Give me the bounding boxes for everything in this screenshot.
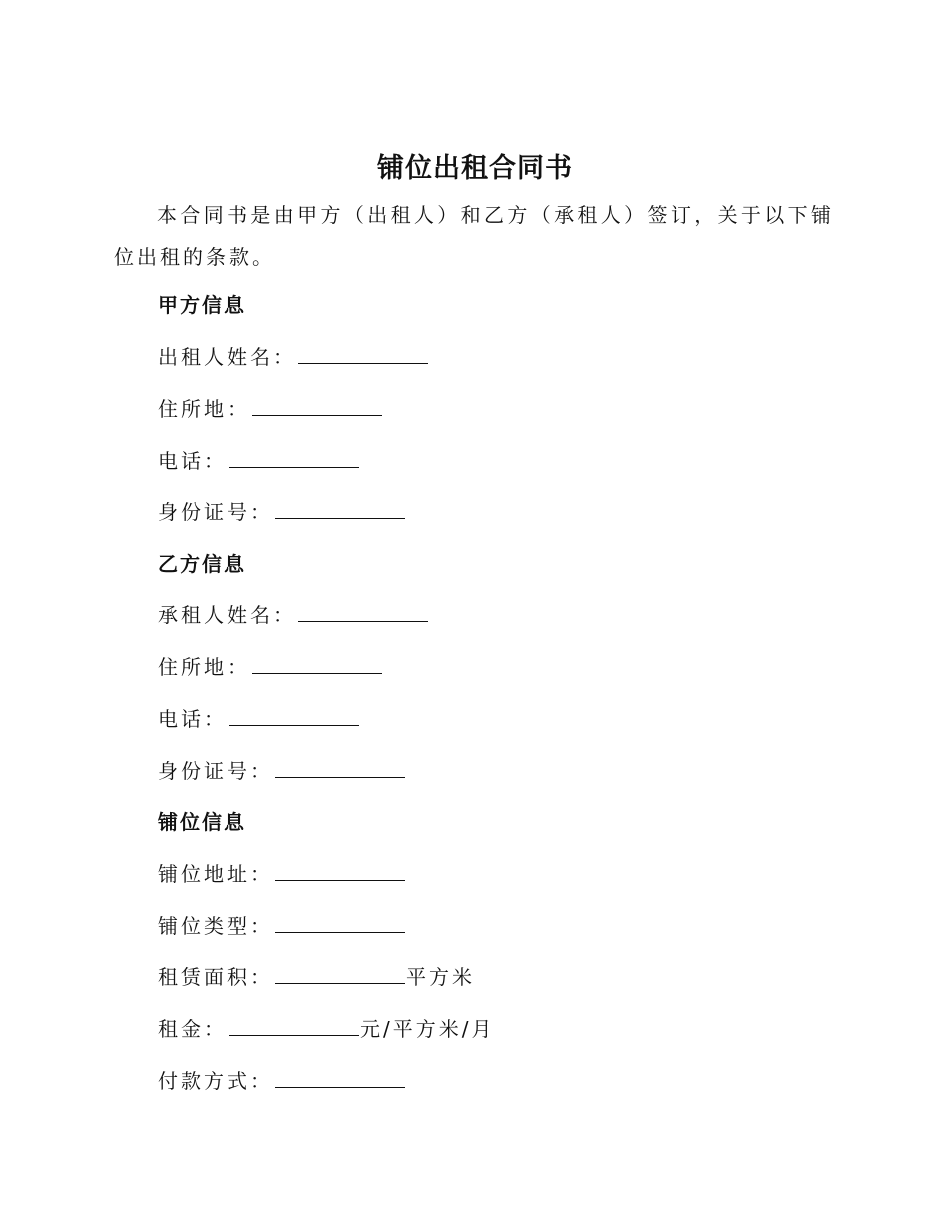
shop-address-blank[interactable]: [275, 862, 405, 881]
party-b-name-label: 承租人姓名：: [158, 603, 296, 627]
party-b-heading: 乙方信息: [158, 552, 246, 576]
party-b-name-blank[interactable]: [298, 603, 428, 622]
party-b-address-field: [158, 652, 383, 682]
shop-address-label: 铺位地址：: [158, 862, 273, 886]
party-a-name-label: 出租人姓名：: [158, 345, 296, 369]
shop-payment-label: 付款方式：: [158, 1069, 273, 1093]
shop-area-field: [158, 962, 475, 992]
party-a-phone-label: 电话：: [158, 449, 227, 473]
party-a-address-blank[interactable]: [252, 397, 382, 416]
party-a-address-label: 住所地：: [158, 397, 250, 421]
shop-rent-label: 租金：: [158, 1017, 227, 1041]
party-b-phone-blank[interactable]: [229, 707, 359, 726]
party-a-name-field: [158, 342, 429, 372]
shop-type-blank[interactable]: [275, 914, 405, 933]
shop-area-label: 租赁面积：: [158, 965, 273, 989]
shop-address-field: [158, 859, 406, 889]
party-a-id-field: [158, 497, 406, 527]
party-a-name-blank[interactable]: [298, 345, 428, 364]
document-title: 铺位出租合同书: [377, 153, 573, 184]
party-a-heading: 甲方信息: [158, 293, 246, 317]
shop-rent-field: [158, 1014, 494, 1044]
party-a-phone-field: [158, 446, 360, 476]
shop-rent-unit: 元/平方米/月: [360, 1017, 495, 1041]
shop-heading: 铺位信息: [158, 810, 246, 834]
party-b-phone-field: [158, 704, 360, 734]
party-b-id-blank[interactable]: [275, 759, 405, 778]
party-a-id-blank[interactable]: [275, 500, 405, 519]
shop-type-label: 铺位类型：: [158, 914, 273, 938]
shop-type-field: [158, 911, 406, 941]
shop-area-unit: 平方米: [406, 965, 475, 989]
shop-area-blank[interactable]: [275, 965, 405, 984]
party-b-address-blank[interactable]: [252, 655, 382, 674]
party-a-id-label: 身份证号：: [158, 500, 273, 524]
party-a-address-field: [158, 394, 383, 424]
party-a-phone-blank[interactable]: [229, 449, 359, 468]
shop-rent-blank[interactable]: [229, 1017, 359, 1036]
party-b-address-label: 住所地：: [158, 655, 250, 679]
intro-paragraph: 本合同书是由甲方（出租人）和乙方（承租人）签订，关于以下铺位出租的条款。: [114, 203, 834, 269]
party-b-id-label: 身份证号：: [158, 759, 273, 783]
party-b-id-field: [158, 756, 406, 786]
shop-payment-blank[interactable]: [275, 1069, 405, 1088]
party-b-name-field: [158, 600, 429, 630]
party-b-phone-label: 电话：: [158, 707, 227, 731]
shop-payment-field: [158, 1066, 406, 1096]
